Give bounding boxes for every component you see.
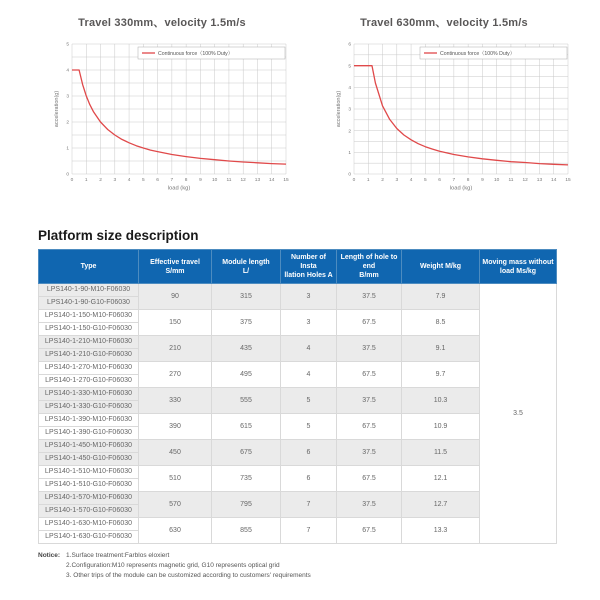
x-tick-label: 3 <box>113 178 117 183</box>
y-axis-label: acceleration(g) <box>336 90 342 128</box>
continuous-force-curve <box>72 70 286 164</box>
x-tick-label: 14 <box>551 178 557 183</box>
cell-holes: 4 <box>281 362 337 388</box>
notice-line: 2.Configuration:M10 represents magnetic grid, G10 represents optical grid <box>66 562 280 570</box>
x-tick-label: 2 <box>381 178 384 183</box>
x-tick-label: 8 <box>184 178 188 183</box>
y-tick-label: 3 <box>348 107 351 113</box>
cell-effective-travel: 510 <box>139 466 212 492</box>
cell-holes: 3 <box>281 284 337 310</box>
y-tick-label: 6 <box>348 42 351 48</box>
cell-hole-length: 67.5 <box>337 414 402 440</box>
x-tick-label: 12 <box>240 178 246 183</box>
cell-effective-travel: 390 <box>139 414 212 440</box>
cell-holes: 6 <box>281 466 337 492</box>
cell-moving-mass: 3.5 <box>480 284 557 544</box>
table-body <box>39 284 557 544</box>
x-tick-label: 9 <box>199 178 202 183</box>
cell-effective-travel: 630 <box>139 518 212 544</box>
legend-label: Continuous force（100% Duty） <box>158 51 233 57</box>
cell-type: LPS140-1-630-G10-F06030 <box>39 531 139 544</box>
x-tick-label: 7 <box>452 178 456 183</box>
x-tick-label: 1 <box>366 178 370 183</box>
y-axis-label: acceleration(g) <box>54 90 60 128</box>
x-tick-label: 2 <box>99 178 102 183</box>
x-tick-label: 8 <box>466 178 470 183</box>
cell-module-length: 615 <box>212 414 281 440</box>
cell-type: LPS140-1-390-G10-F06030 <box>39 427 139 440</box>
cell-weight: 8.5 <box>402 310 480 336</box>
cell-module-length: 375 <box>212 310 281 336</box>
cell-hole-length: 67.5 <box>337 310 402 336</box>
charts-row <box>0 0 600 206</box>
cell-module-length: 495 <box>212 362 281 388</box>
table-row <box>39 336 557 349</box>
table-row <box>39 440 557 453</box>
cell-effective-travel: 90 <box>139 284 212 310</box>
acceleration-load-chart-630 <box>308 34 580 206</box>
column-header: Type <box>39 250 139 284</box>
table-row <box>39 362 557 375</box>
x-tick-label: 6 <box>156 178 159 183</box>
page-title: Platform size description <box>38 228 199 243</box>
y-tick-label: 0 <box>348 172 351 178</box>
cell-holes: 3 <box>281 310 337 336</box>
chart-title-330: Travel 330mm、velocity 1.5m/s <box>78 17 246 29</box>
cell-type: LPS140-1-450-M10-F06030 <box>39 440 139 453</box>
chart-travel-630 <box>308 10 580 206</box>
notice-line: 3. Other trips of the module can be customized according to customers' requirements <box>66 571 311 579</box>
cell-module-length: 555 <box>212 388 281 414</box>
y-tick-label: 3 <box>66 94 69 100</box>
cell-holes: 5 <box>281 414 337 440</box>
cell-holes: 7 <box>281 518 337 544</box>
column-header: Effective travel S/mm <box>139 250 212 284</box>
acceleration-load-chart-330 <box>26 34 298 206</box>
x-tick-label: 11 <box>226 178 232 183</box>
y-tick-label: 2 <box>66 120 69 126</box>
cell-hole-length: 67.5 <box>337 518 402 544</box>
cell-hole-length: 37.5 <box>337 284 402 310</box>
cell-effective-travel: 270 <box>139 362 212 388</box>
table-row <box>39 310 557 323</box>
cell-weight: 7.9 <box>402 284 480 310</box>
x-tick-label: 4 <box>127 178 131 183</box>
x-tick-label: 15 <box>283 178 289 183</box>
platform-size-table <box>38 249 557 544</box>
cell-hole-length: 67.5 <box>337 362 402 388</box>
cell-hole-length: 37.5 <box>337 336 402 362</box>
x-tick-label: 5 <box>141 178 145 183</box>
cell-module-length: 735 <box>212 466 281 492</box>
x-tick-label: 9 <box>481 178 484 183</box>
cell-weight: 12.7 <box>402 492 480 518</box>
cell-type: LPS140-1-630-M10-F06030 <box>39 518 139 531</box>
x-tick-label: 11 <box>508 178 514 183</box>
cell-type: LPS140-1-570-M10-F06030 <box>39 492 139 505</box>
y-tick-label: 4 <box>66 68 69 74</box>
column-header: Moving mass without load Ms/kg <box>480 250 557 284</box>
table-row <box>39 284 557 297</box>
cell-type: LPS140-1-570-G10-F06030 <box>39 505 139 518</box>
cell-holes: 5 <box>281 388 337 414</box>
cell-effective-travel: 450 <box>139 440 212 466</box>
cell-hole-length: 67.5 <box>337 466 402 492</box>
y-tick-label: 1 <box>348 151 351 157</box>
x-tick-label: 1 <box>84 178 88 183</box>
legend-label: Continuous force（100% Duty） <box>440 51 515 57</box>
cell-type: LPS140-1-510-G10-F06030 <box>39 479 139 492</box>
table-row <box>39 466 557 479</box>
continuous-force-curve <box>354 66 568 165</box>
chart-travel-330 <box>26 10 298 206</box>
column-header: Module length L/ <box>212 250 281 284</box>
x-tick-label: 7 <box>170 178 174 183</box>
notice-line: 1.Surface treatment:Farblos eloxiert <box>66 552 170 560</box>
table-header <box>39 250 557 284</box>
cell-module-length: 315 <box>212 284 281 310</box>
notice-lines <box>66 551 311 580</box>
y-tick-label: 0 <box>66 172 69 178</box>
y-tick-label: 2 <box>348 129 351 135</box>
cell-effective-travel: 570 <box>139 492 212 518</box>
cell-type: LPS140-1-450-G10-F06030 <box>39 453 139 466</box>
y-tick-label: 4 <box>348 86 351 92</box>
cell-type: LPS140-1-270-M10-F06030 <box>39 362 139 375</box>
cell-module-length: 795 <box>212 492 281 518</box>
table-row <box>39 518 557 531</box>
cell-weight: 11.5 <box>402 440 480 466</box>
notice-label: Notice: <box>38 552 61 560</box>
cell-module-length: 675 <box>212 440 281 466</box>
column-header: Number of Insta llation Holes A <box>281 250 337 284</box>
cell-type: LPS140-1-270-G10-F06030 <box>39 375 139 388</box>
x-axis-label: load (kg) <box>167 185 191 192</box>
cell-weight: 13.3 <box>402 518 480 544</box>
x-tick-label: 3 <box>395 178 399 183</box>
x-tick-label: 4 <box>409 178 413 183</box>
cell-effective-travel: 150 <box>139 310 212 336</box>
cell-type: LPS140-1-90-M10-F06030 <box>39 284 139 297</box>
table-row <box>39 414 557 427</box>
cell-type: LPS140-1-150-M10-F06030 <box>39 310 139 323</box>
table-row <box>39 388 557 401</box>
column-header: Length of hole to end B/mm <box>337 250 402 284</box>
cell-type: LPS140-1-90-G10-F06030 <box>39 297 139 310</box>
column-header: Weight M/kg <box>402 250 480 284</box>
x-tick-label: 0 <box>352 178 356 183</box>
cell-holes: 7 <box>281 492 337 518</box>
notice <box>38 551 600 580</box>
y-tick-label: 5 <box>66 42 69 48</box>
cell-weight: 10.9 <box>402 414 480 440</box>
cell-type: LPS140-1-390-M10-F06030 <box>39 414 139 427</box>
x-tick-label: 12 <box>522 178 528 183</box>
cell-module-length: 855 <box>212 518 281 544</box>
x-tick-label: 10 <box>493 178 500 183</box>
cell-weight: 12.1 <box>402 466 480 492</box>
table-header-row <box>39 250 557 284</box>
x-axis-label: load (kg) <box>449 185 473 192</box>
cell-effective-travel: 210 <box>139 336 212 362</box>
cell-effective-travel: 330 <box>139 388 212 414</box>
x-tick-label: 13 <box>536 178 543 183</box>
x-tick-label: 0 <box>70 178 74 183</box>
cell-hole-length: 37.5 <box>337 492 402 518</box>
cell-hole-length: 37.5 <box>337 440 402 466</box>
x-tick-label: 15 <box>565 178 571 183</box>
x-tick-label: 10 <box>211 178 218 183</box>
cell-type: LPS140-1-510-M10-F06030 <box>39 466 139 479</box>
x-tick-label: 14 <box>269 178 275 183</box>
x-tick-label: 13 <box>254 178 261 183</box>
x-tick-label: 5 <box>423 178 427 183</box>
cell-holes: 4 <box>281 336 337 362</box>
table-row <box>39 492 557 505</box>
y-tick-label: 1 <box>66 146 69 152</box>
cell-type: LPS140-1-330-G10-F06030 <box>39 401 139 414</box>
cell-type: LPS140-1-330-M10-F06030 <box>39 388 139 401</box>
cell-type: LPS140-1-150-G10-F06030 <box>39 323 139 336</box>
cell-hole-length: 37.5 <box>337 388 402 414</box>
cell-weight: 9.1 <box>402 336 480 362</box>
cell-type: LPS140-1-210-G10-F06030 <box>39 349 139 362</box>
cell-type: LPS140-1-210-M10-F06030 <box>39 336 139 349</box>
cell-holes: 6 <box>281 440 337 466</box>
cell-weight: 9.7 <box>402 362 480 388</box>
cell-weight: 10.3 <box>402 388 480 414</box>
cell-module-length: 435 <box>212 336 281 362</box>
chart-title-630: Travel 630mm、velocity 1.5m/s <box>360 17 528 29</box>
x-tick-label: 6 <box>438 178 441 183</box>
y-tick-label: 5 <box>348 64 351 70</box>
